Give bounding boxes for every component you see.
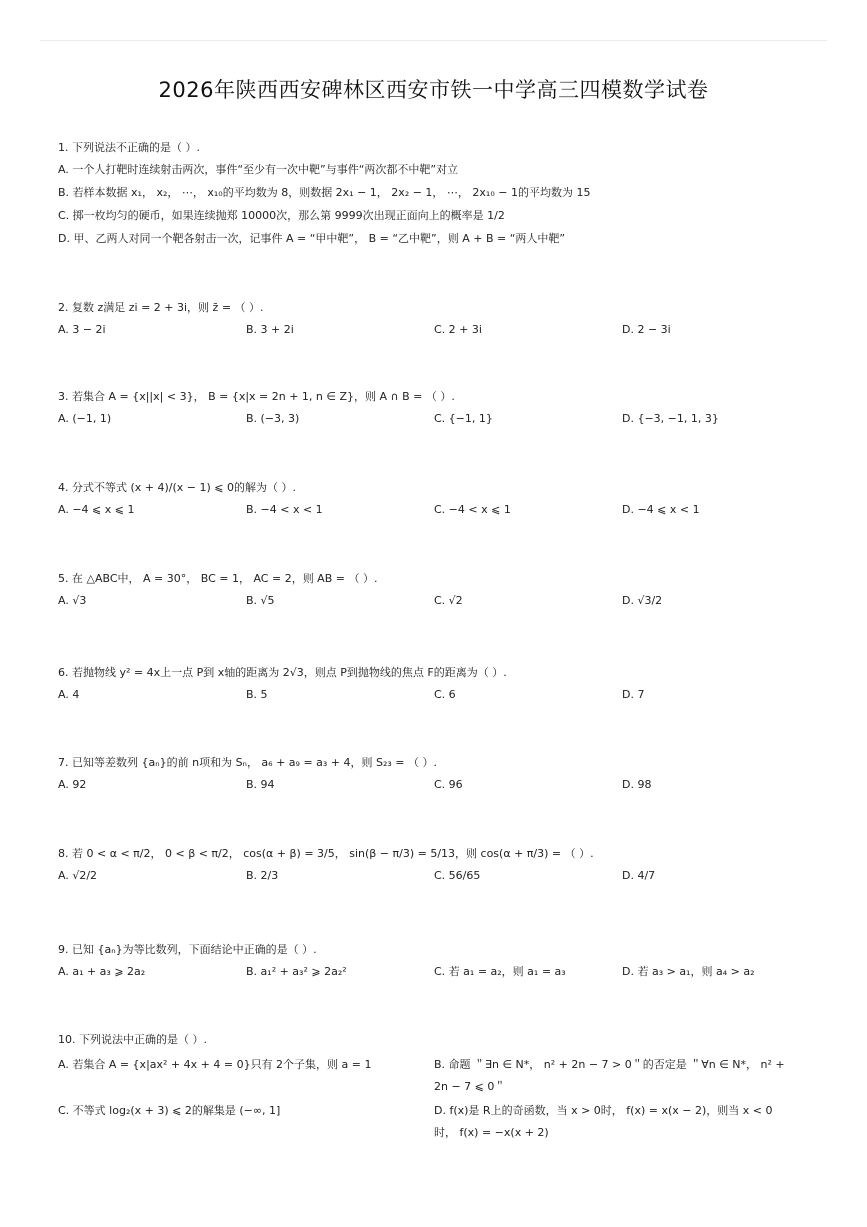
options	[58, 1054, 838, 1146]
option-d: D. f(x)是 R上的奇函数，当 x > 0时， f(x) = x(x − 2)，则当 x < 0时， f(x) = −x(x + 2)	[434, 1104, 773, 1139]
option-a: A. √3	[58, 594, 87, 607]
option-b: B. 2/3	[246, 869, 279, 882]
options	[58, 502, 838, 524]
question-2	[58, 300, 838, 344]
option-d: D. 98	[622, 778, 652, 791]
option-a: A. √2/2	[58, 869, 98, 882]
question-stem: 3. 若集合 A = {x||x| < 3}， B = {x|x = 2n + 1, n ∈ Z}，则 A ∩ B = （ ）.	[58, 390, 455, 403]
option-c: C. −4 < x ⩽ 1	[434, 503, 511, 516]
option-d: D. 2 − 3i	[622, 323, 671, 336]
question-6	[58, 665, 838, 709]
question-10	[58, 1032, 838, 1146]
option-a: A. 4	[58, 688, 80, 701]
question-stem: 6. 若抛物线 y² = 4x上一点 P到 x轴的距离为 2√3，则点 P到抛物线的焦点 F的距离为（ ）.	[58, 666, 507, 679]
options	[58, 687, 838, 709]
option-b: B. (−3, 3)	[246, 412, 300, 425]
option-c: C. 96	[434, 778, 463, 791]
question-4	[58, 480, 838, 524]
option-c: C. √2	[434, 594, 463, 607]
option-d: D. {−3, −1, 1, 3}	[622, 412, 719, 425]
option-b: B. a₁² + a₃² ⩾ 2a₂²	[246, 965, 347, 978]
option-c: C. 若 a₁ = a₂，则 a₁ = a₃	[434, 965, 566, 978]
question-stem: 7. 已知等差数列 {aₙ}的前 n项和为 Sₙ， a₆ + a₉ = a₃ + 4，则 S₂₃ = （ ）.	[58, 756, 438, 769]
option-d: D. 若 a₃ > a₁，则 a₄ > a₂	[622, 965, 755, 978]
option-a: A. 92	[58, 778, 87, 791]
option-a: A. 3 − 2i	[58, 323, 106, 336]
option-c: C. 掷一枚均匀的硬币，如果连续抛郑 10000次，那么第 9999次出现正面向上的概率是 1/2	[58, 209, 505, 222]
option-d: D. −4 ⩽ x < 1	[622, 503, 700, 516]
options	[58, 322, 838, 344]
options	[58, 777, 838, 799]
question-stem: 2. 复数 z满足 zi = 2 + 3i，则 z̄ = （ ）.	[58, 301, 264, 314]
question-stem: 8. 若 0 < α < π/2， 0 < β < π/2， cos(α + β) = 3/5， sin(β − π/3) = 5/13，则 cos(α + π/3) = （ ）.	[58, 847, 594, 860]
option-b: B. 命题 ＂∃n ∈ N*， n² + 2n − 7 > 0＂的否定是 ＂∀n ∈ N*， n² + 2n − 7 ⩽ 0＂	[434, 1058, 785, 1093]
option-d: D. √3/2	[622, 594, 663, 607]
top-divider	[40, 40, 827, 41]
question-8	[58, 846, 838, 890]
question-stem: 1. 下列说法不正确的是（ ）.	[58, 141, 200, 154]
option-a: A. a₁ + a₃ ⩾ 2a₂	[58, 965, 146, 978]
option-b: B. 若样本数据 x₁， x₂， ⋯， x₁₀的平均数为 8，则数据 2x₁ − 1， 2x₂ − 1， ⋯， 2x₁₀ − 1的平均数为 15	[58, 186, 591, 199]
option-b: B. −4 < x < 1	[246, 503, 323, 516]
question-1	[58, 140, 838, 254]
option-a: A. 一个人打靶时连续射击两次，事件“至少有一次中靶”与事件“两次都不中靶”对立	[58, 163, 459, 176]
question-stem: 9. 已知 {aₙ}为等比数列，下面结论中正确的是（ ）.	[58, 943, 317, 956]
option-b: B. 94	[246, 778, 275, 791]
question-9	[58, 942, 838, 986]
options	[58, 868, 838, 890]
option-a: A. −4 ⩽ x ⩽ 1	[58, 503, 135, 516]
option-d: D. 甲、乙两人对同一个靶各射击一次，记事件 A = “甲中靶”， B = “乙中靶”，则 A + B = “两人中靶”	[58, 232, 566, 245]
question-3	[58, 389, 838, 433]
options	[58, 162, 838, 247]
option-d: D. 4/7	[622, 869, 656, 882]
question-stem: 10. 下列说法中正确的是（ ）.	[58, 1033, 207, 1046]
option-b: B. 5	[246, 688, 268, 701]
option-c: C. 2 + 3i	[434, 323, 482, 336]
option-a: A. (−1, 1)	[58, 412, 112, 425]
page-title: 2026年陕西西安碑林区西安市铁一中学高三四模数学试卷	[158, 78, 709, 102]
options	[58, 593, 838, 615]
question-5	[58, 571, 838, 615]
option-c: C. {−1, 1}	[434, 412, 493, 425]
option-a: A. 若集合 A = {x|ax² + 4x + 4 = 0}只有 2个子集，则 a = 1	[58, 1058, 372, 1071]
option-d: D. 7	[622, 688, 645, 701]
question-stem: 4. 分式不等式 (x + 4)/(x − 1) ⩽ 0的解为（ ）.	[58, 481, 296, 494]
option-c: C. 6	[434, 688, 456, 701]
option-b: B. 3 + 2i	[246, 323, 294, 336]
options	[58, 411, 838, 433]
options	[58, 964, 838, 986]
question-7	[58, 755, 838, 799]
option-c: C. 56/65	[434, 869, 481, 882]
option-b: B. √5	[246, 594, 275, 607]
question-stem: 5. 在 △ABC中， A = 30°， BC = 1， AC = 2，则 AB = （ ）.	[58, 572, 378, 585]
option-c: C. 不等式 log₂(x + 3) ⩽ 2的解集是 (−∞, 1]	[58, 1104, 281, 1117]
